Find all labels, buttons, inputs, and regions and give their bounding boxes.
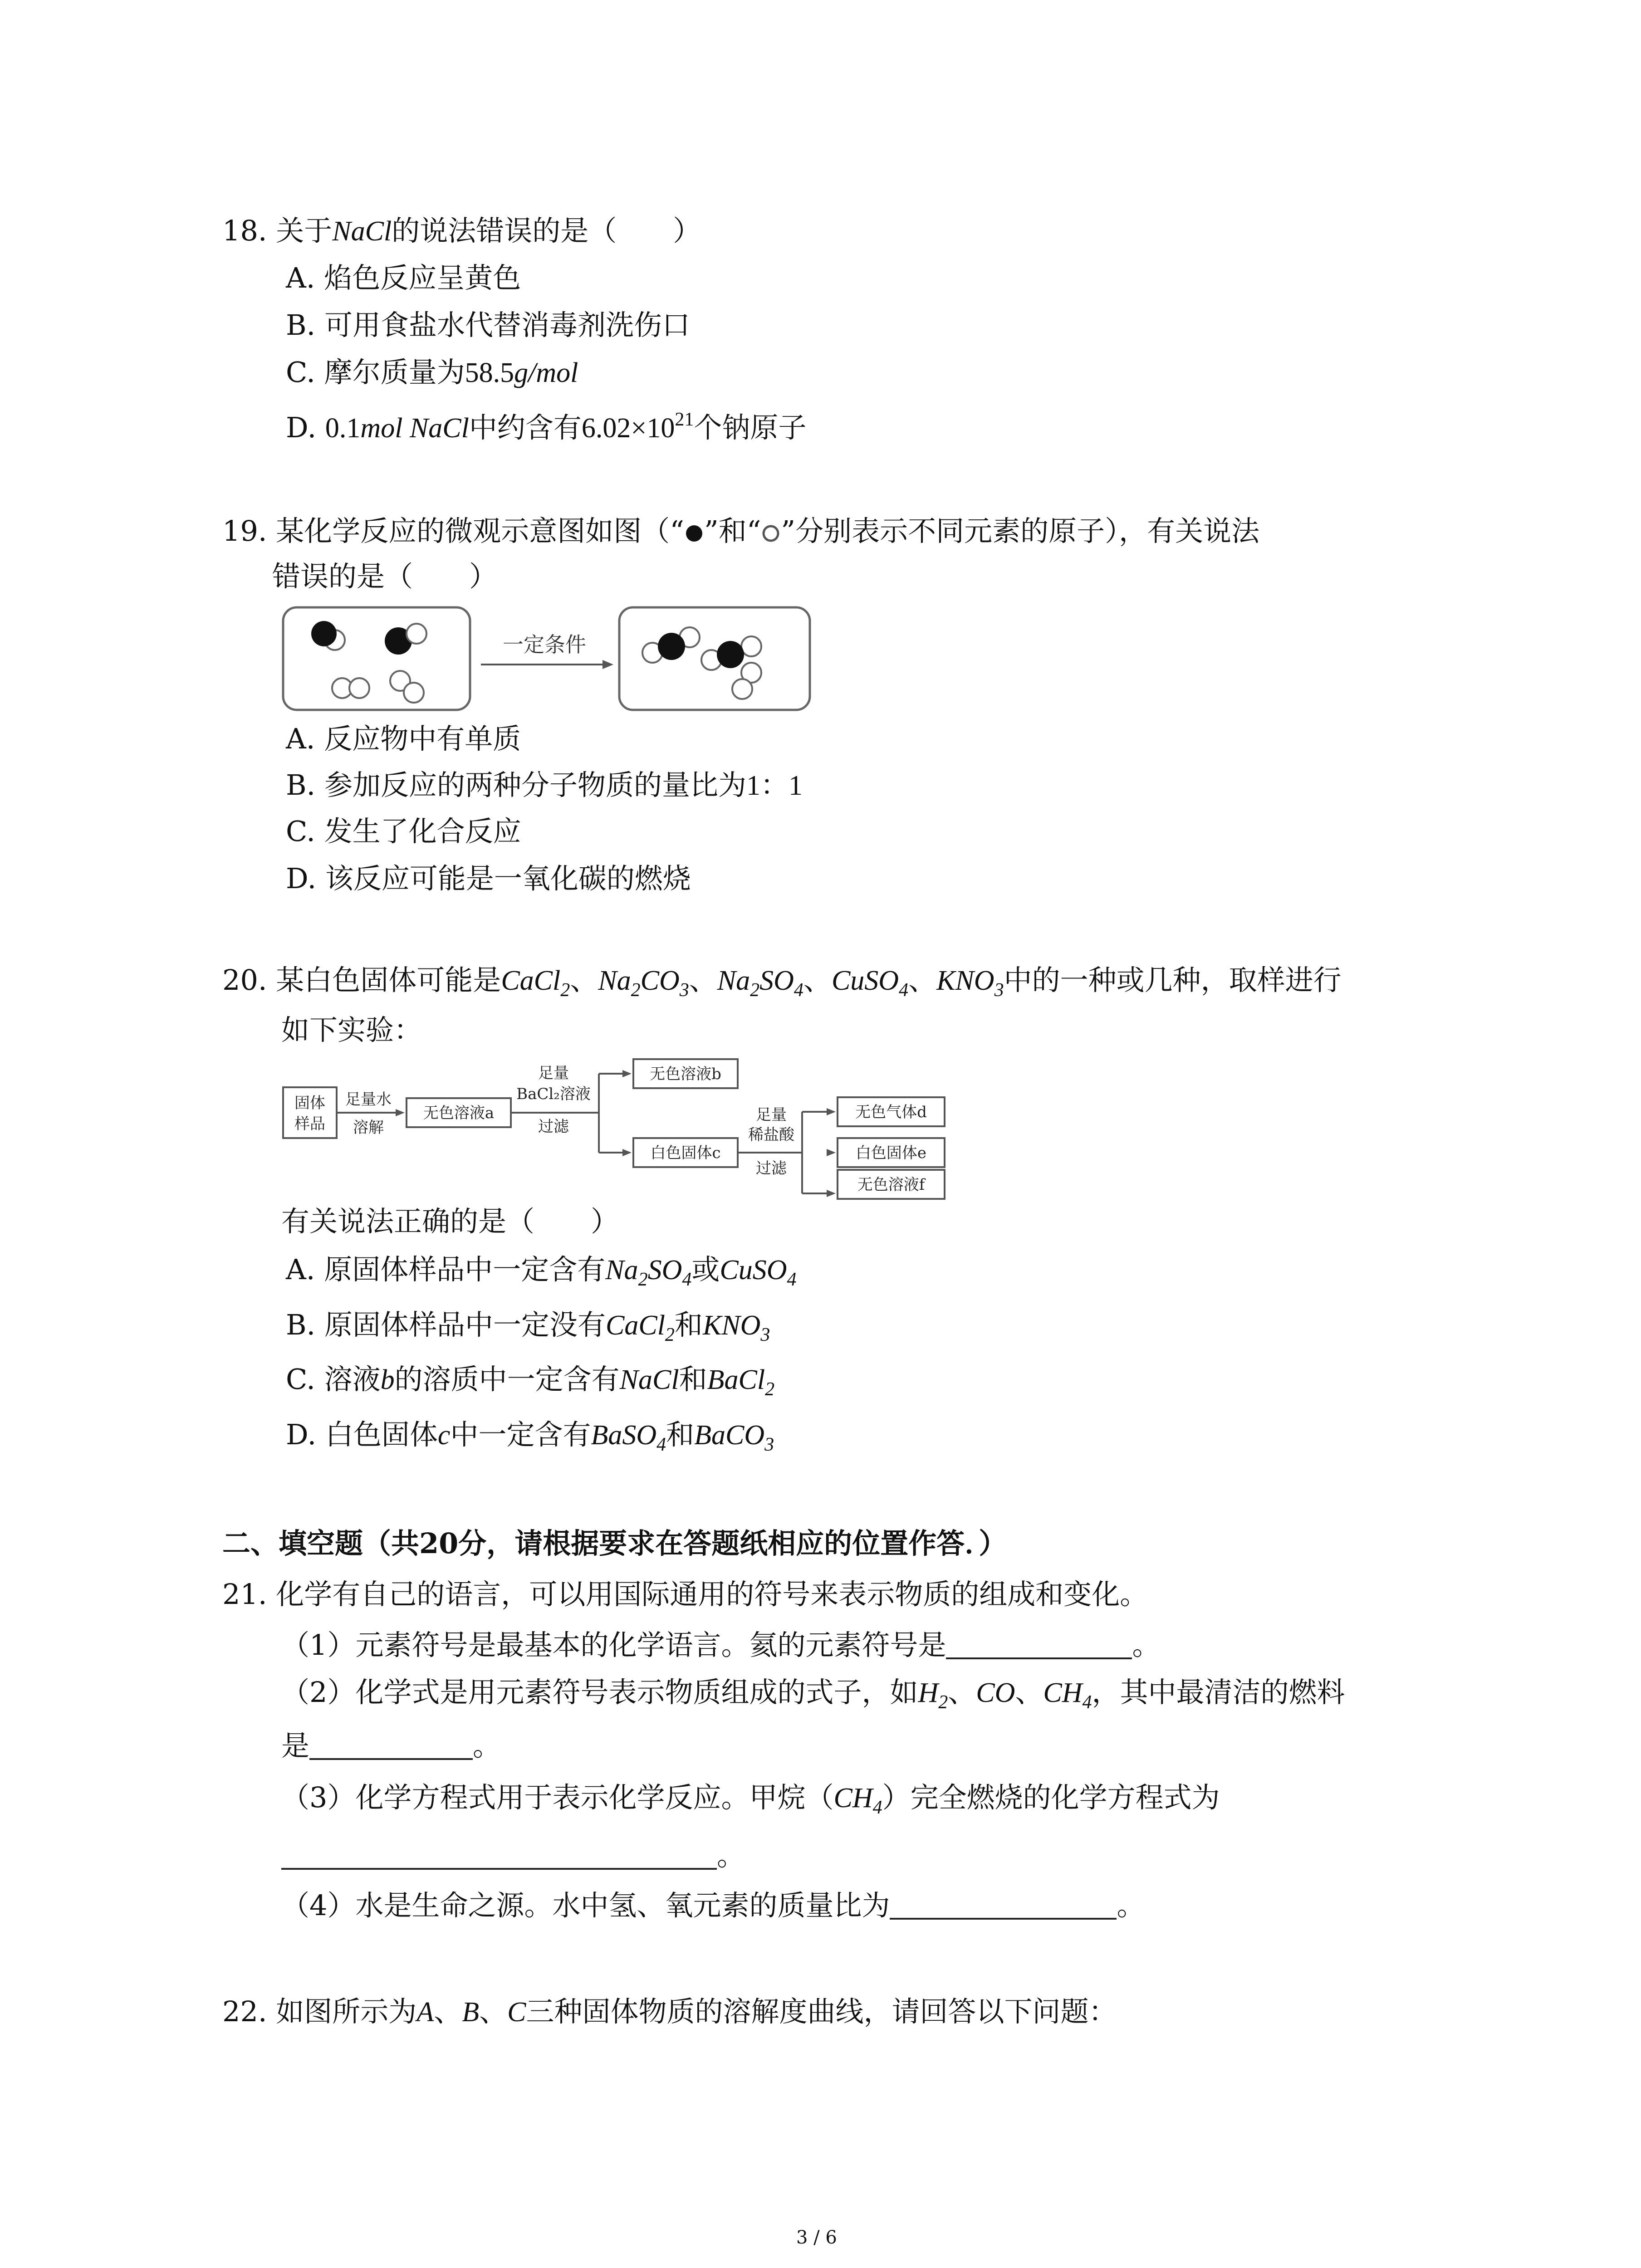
sample-label-1: 固体 bbox=[294, 1094, 325, 1112]
q19-option-b: B. 参加反应的两种分子物质的量比为1：1 bbox=[286, 768, 803, 802]
step1-bottom: 溶解 bbox=[353, 1119, 384, 1137]
q19-stem-line1: 19. 某化学反应的微观示意图如图（“ ”和“ ”分别表示不同元素的原子），有关说法 bbox=[222, 514, 1260, 547]
q21-part1: （1）元素符号是最基本的化学语言。氦的元素符号是 。 bbox=[281, 1628, 1161, 1662]
step1-top: 足量水 bbox=[345, 1090, 392, 1109]
step3-mid: 稀盐酸 bbox=[748, 1126, 794, 1144]
q18-option-d: D. 0.1mol NaCl中约含有$6.02\times 10^{21}$个钠原子 bbox=[286, 409, 807, 444]
q21-part2-line2: 是 。 bbox=[281, 1729, 501, 1762]
q20-question: 有关说法正确的是（ ） bbox=[281, 1205, 619, 1238]
q18-stem: 18. 关于NaCl的说法错误的是（ ） bbox=[222, 214, 701, 247]
answer-blank-4[interactable] bbox=[890, 1892, 1117, 1920]
step3-top: 足量 bbox=[756, 1106, 787, 1124]
q18-option-b: B. 可用食盐水代替消毒剂洗伤口 bbox=[286, 308, 690, 342]
q20-flow-diagram bbox=[281, 1055, 948, 1200]
q20-option-d: D. 白色固体c中一定含有BaSO$_4$和BaCO$_3$ bbox=[286, 1418, 774, 1455]
white-atom-icon bbox=[761, 523, 781, 543]
step2-bottom: 过滤 bbox=[538, 1118, 569, 1136]
answer-blank-2[interactable] bbox=[309, 1732, 473, 1760]
q19-reaction-figure bbox=[281, 606, 812, 712]
arrow-label: 一定条件 bbox=[503, 632, 586, 657]
sample-label-2: 样品 bbox=[294, 1115, 325, 1133]
q21-part3: （3）化学方程式用于表示化学反应。甲烷$(CH_4)$完全燃烧的化学方程式为 bbox=[281, 1781, 1220, 1818]
answer-blank-1[interactable] bbox=[946, 1631, 1132, 1659]
black-atom-icon bbox=[658, 633, 685, 660]
q20-option-b: B. 原固体样品中一定没有CaCl$_2$和$KNO_3$ bbox=[286, 1308, 770, 1345]
answer-blank-3[interactable] bbox=[281, 1842, 717, 1870]
solid-e-label: 白色固体e bbox=[855, 1144, 927, 1162]
solution-a-label: 无色溶液a bbox=[423, 1104, 495, 1122]
page-number: 3 / 6 bbox=[796, 2227, 837, 2248]
reactants-box bbox=[283, 607, 470, 710]
black-atom-icon bbox=[717, 641, 744, 668]
q22-stem: 22. 如图所示为A、B、C三种固体物质的溶解度曲线，请回答以下问题： bbox=[222, 1995, 1117, 2028]
solid-c-label: 白色固体c bbox=[650, 1144, 721, 1162]
q19-stem-line2: 错误的是（ ） bbox=[272, 560, 498, 593]
gas-d-label: 无色气体d bbox=[855, 1103, 927, 1121]
q20-stem-line1: 20. 某白色固体可能是CaCl$_2$、$Na_2CO_3$、$Na_2SO_4$、CuSO$_4$、$KNO_3$中的一种或几种，取样进行 bbox=[222, 963, 1342, 1001]
solution-b-label: 无色溶液b bbox=[650, 1065, 721, 1083]
q18-option-c: C. 摩尔质量为58.5g/mol bbox=[286, 356, 578, 389]
black-atom-icon bbox=[684, 523, 704, 543]
section2-heading: 二、填空题（共20分，请根据要求在答题纸相应的位置作答．） bbox=[222, 1527, 1007, 1560]
q19-option-d: D. 该反应可能是一氧化碳的燃烧 bbox=[286, 862, 691, 895]
q20-option-a: A. 原固体样品中一定含有$Na_2SO_4$或CuSO$_4$ bbox=[286, 1253, 797, 1290]
q21-part2: （2）化学式是用元素符号表示物质组成的式子，如$H_2$、CO、$CH_4$，其中最清洁的燃料 bbox=[281, 1676, 1345, 1713]
black-atom-icon bbox=[311, 621, 337, 646]
q19-option-a: A. 反应物中有单质 bbox=[286, 722, 521, 755]
step2-top: 足量 bbox=[538, 1064, 569, 1082]
q18-option-a: A. 焰色反应呈黄色 bbox=[286, 261, 521, 294]
step3-bottom: 过滤 bbox=[756, 1159, 787, 1178]
step2-mid: BaCl₂溶液 bbox=[516, 1085, 591, 1103]
q20-stem-line2: 如下实验： bbox=[281, 1013, 422, 1046]
solution-f-label: 无色溶液f bbox=[857, 1176, 925, 1194]
q19-option-c: C. 发生了化合反应 bbox=[286, 815, 521, 848]
arrow-icon bbox=[603, 660, 613, 669]
q21-part4: （4）水是生命之源。水中氢、氧元素的质量比为 。 bbox=[281, 1889, 1145, 1922]
q20-option-c: C. 溶液b的溶质中一定含有NaCl和BaCl$_2$ bbox=[286, 1363, 775, 1400]
q21-stem: 21. 化学有自己的语言，可以用国际通用的符号来表示物质的组成和变化。 bbox=[222, 1578, 1148, 1611]
q21-part3-line2: 。 bbox=[281, 1842, 745, 1870]
